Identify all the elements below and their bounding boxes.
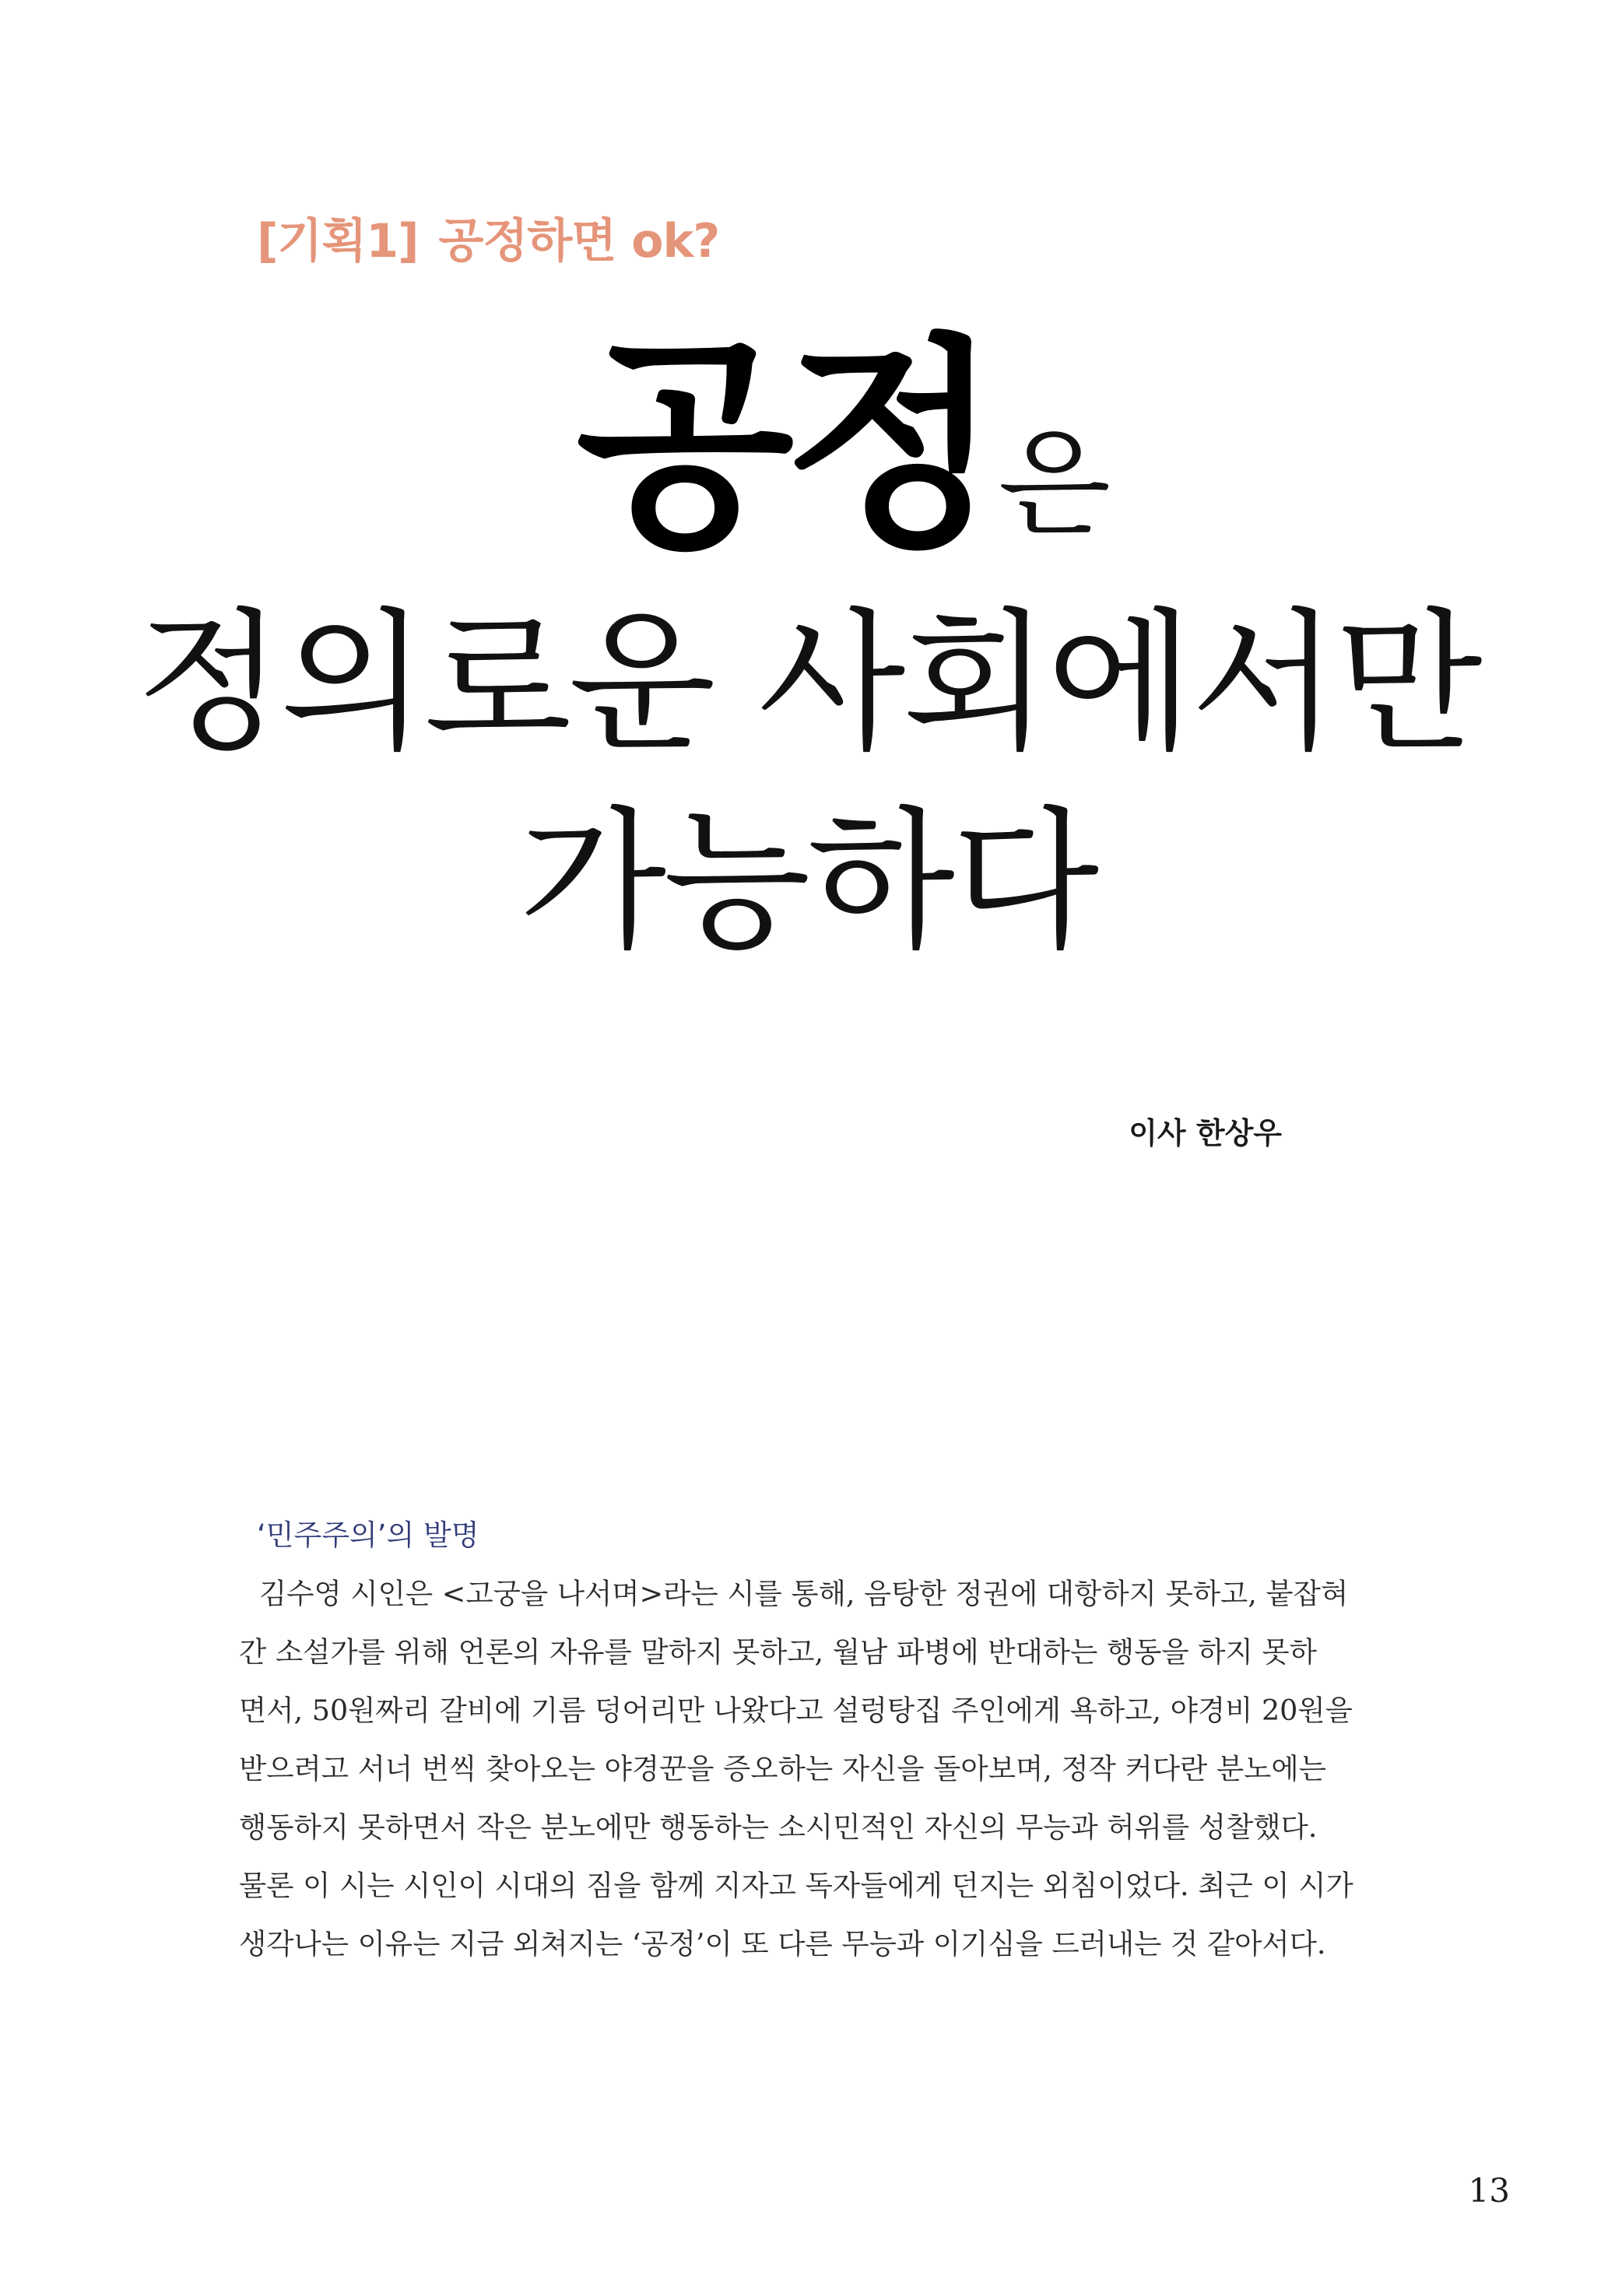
body-line: 받으려고 서너 번씩 찾아오는 야경꾼을 증오하는 자신을 돌아보며, 정작 커다란 분노에는 <box>239 1752 1326 1785</box>
page-number: 13 <box>1468 2171 1510 2210</box>
title-particle: 은 <box>998 417 1111 553</box>
title-line-2: 정의로운 사회에서만 <box>135 595 1480 772</box>
section-heading: ‘민주주의’의 발명 <box>257 1518 479 1552</box>
title-emphasis: 공정 <box>576 316 991 578</box>
series-title: 공정하면 ok? <box>438 214 720 269</box>
body-line: 김수영 시인은 <고궁을 나서며>라는 시를 통해, 음탕한 정권에 대항하지 못하고, 붙잡혀 <box>259 1577 1349 1610</box>
author-byline: 이사 한상우 <box>1129 1116 1282 1150</box>
series-tag: [기획1] <box>257 214 419 269</box>
article-body <box>239 1564 1375 1973</box>
body-line: 면서, 50원짜리 갈비에 기름 덩어리만 나왔다고 설렁탕집 주인에게 욕하고, 야경비 20원을 <box>239 1694 1353 1727</box>
body-line: 간 소설가를 위해 언론의 자유를 말하지 못하고, 월남 파병에 반대하는 행동을 하지 못하 <box>239 1635 1317 1669</box>
title-line-3: 가능하다 <box>518 793 1097 971</box>
body-line: 물론 이 시는 시인이 시대의 짐을 함께 지자고 독자들에게 던지는 외침이었다. 최근 이 시가 <box>239 1869 1353 1902</box>
body-line: 행동하지 못하면서 작은 분노에만 행동하는 소시민적인 자신의 무능과 허위를 성찰했다. <box>239 1810 1318 1844</box>
title-line-1 <box>576 316 1111 578</box>
body-line: 생각나는 이유는 지금 외쳐지는 ‘공정’이 또 다른 무능과 이기심을 드러내는 것 같아서다. <box>239 1927 1326 1961</box>
series-label <box>257 204 719 271</box>
